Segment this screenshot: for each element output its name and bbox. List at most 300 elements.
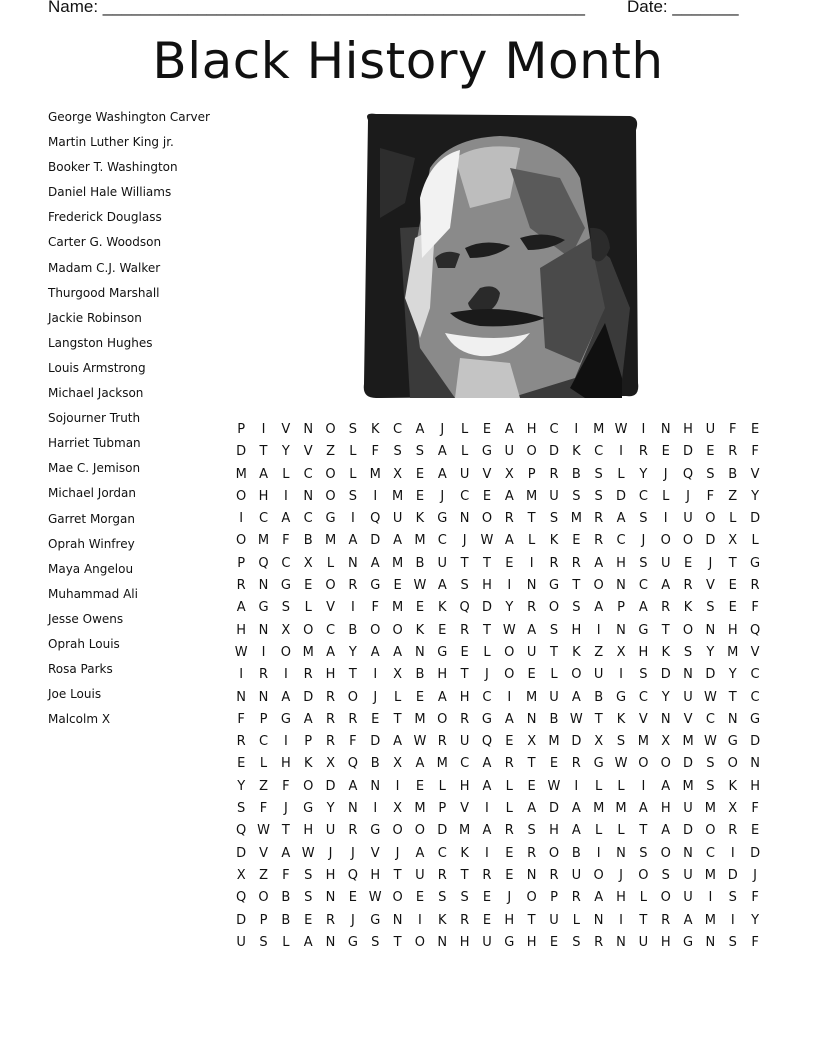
- grid-letter: D: [750, 845, 761, 861]
- grid-letter: V: [705, 578, 715, 594]
- grid-letter: T: [393, 934, 402, 950]
- grid-letter: D: [705, 667, 716, 683]
- grid-letter: S: [728, 890, 737, 906]
- grid-letter: S: [572, 934, 581, 950]
- grid-letter: A: [303, 934, 313, 950]
- grid-letter: O: [325, 578, 336, 594]
- grid-letter: L: [662, 488, 670, 504]
- grid-letter: E: [482, 912, 492, 928]
- grid-letter: J: [328, 845, 333, 861]
- grid-letter: C: [303, 466, 313, 482]
- grid-letter: H: [303, 823, 314, 839]
- grid-letter: Z: [728, 488, 738, 504]
- grid-letter: D: [481, 600, 492, 616]
- grid-letter: B: [594, 689, 604, 705]
- grid-letter: A: [348, 533, 358, 549]
- grid-letter: N: [727, 711, 738, 727]
- grid-letter: E: [482, 890, 492, 906]
- grid-letter: B: [415, 667, 425, 683]
- grid-letter: K: [549, 533, 559, 549]
- grid-letter: E: [505, 867, 514, 883]
- grid-letter: A: [415, 756, 425, 772]
- grid-letter: W: [614, 422, 628, 437]
- grid-letter: N: [750, 756, 760, 772]
- grid-letter: C: [750, 667, 760, 683]
- date-field-label: Date: _______: [627, 0, 739, 16]
- grid-letter: G: [370, 823, 381, 839]
- grid-letter: L: [595, 778, 603, 794]
- grid-letter: N: [526, 578, 537, 594]
- grid-letter: L: [595, 823, 603, 839]
- grid-letter: G: [683, 934, 694, 950]
- grid-letter: A: [661, 578, 671, 594]
- grid-letter: R: [460, 912, 470, 928]
- grid-letter: A: [437, 444, 447, 460]
- grid-letter: W: [614, 756, 628, 772]
- grid-letter: S: [639, 845, 648, 861]
- grid-letter: A: [638, 801, 648, 817]
- grid-letter: L: [617, 466, 625, 482]
- grid-letter: E: [549, 756, 559, 772]
- grid-letter: H: [526, 422, 537, 437]
- grid-letter: T: [550, 644, 558, 660]
- grid-letter: D: [236, 444, 247, 460]
- grid-letter: Y: [751, 488, 760, 504]
- grid-letter: L: [282, 466, 290, 482]
- grid-letter: N: [526, 711, 537, 727]
- grid-letter: O: [370, 622, 381, 638]
- grid-letter: P: [550, 890, 558, 906]
- grid-letter: D: [548, 444, 559, 460]
- grid-letter: A: [504, 488, 514, 504]
- grid-letter: I: [418, 912, 422, 928]
- grid-letter: R: [437, 867, 447, 883]
- grid-letter: D: [548, 801, 559, 817]
- grid-letter: L: [349, 444, 357, 460]
- grid-letter: F: [751, 801, 759, 817]
- grid-row: [230, 799, 766, 821]
- grid-letter: J: [350, 845, 355, 861]
- word-list-item: Carter G. Woodson: [48, 235, 162, 250]
- word-list: [48, 110, 210, 737]
- grid-letter: S: [639, 667, 648, 683]
- grid-letter: L: [505, 778, 513, 794]
- grid-letter: T: [527, 912, 536, 928]
- word-list-item: Madam C.J. Walker: [48, 260, 161, 275]
- grid-letter: I: [239, 667, 244, 683]
- grid-letter: J: [395, 845, 400, 861]
- grid-letter: M: [615, 801, 627, 817]
- grid-letter: S: [549, 511, 559, 527]
- grid-letter: I: [350, 511, 355, 527]
- grid-letter: G: [370, 912, 381, 928]
- grid-letter: O: [660, 845, 671, 861]
- grid-letter: H: [660, 801, 671, 817]
- grid-letter: J: [753, 867, 757, 883]
- grid-letter: N: [705, 934, 716, 950]
- grid-letter: Y: [326, 801, 335, 817]
- grid-letter: O: [481, 511, 493, 527]
- grid-letter: Y: [348, 644, 357, 660]
- grid-letter: Z: [594, 644, 604, 660]
- grid-letter: O: [504, 644, 515, 660]
- grid-letter: A: [281, 845, 291, 861]
- grid-letter: X: [616, 644, 626, 660]
- grid-letter: Q: [347, 867, 358, 883]
- grid-letter: O: [325, 466, 336, 482]
- grid-letter: Z: [326, 444, 335, 460]
- grid-letter: D: [705, 533, 716, 549]
- word-list-item: Malcolm X: [48, 712, 111, 727]
- grid-row: [230, 598, 766, 620]
- word-list-item: Muhammad Ali: [48, 586, 138, 601]
- grid-letter: J: [507, 890, 512, 906]
- grid-letter: X: [728, 533, 738, 549]
- grid-letter: S: [706, 756, 715, 772]
- grid-letter: I: [596, 845, 601, 861]
- grid-letter: I: [641, 778, 646, 794]
- grid-letter: E: [415, 600, 425, 616]
- grid-letter: H: [504, 912, 515, 928]
- grid-letter: M: [414, 533, 426, 549]
- grid-letter: O: [236, 488, 247, 504]
- grid-letter: U: [660, 555, 671, 571]
- grid-letter: I: [574, 778, 579, 794]
- grid-letter: A: [370, 555, 380, 571]
- grid-letter: K: [370, 422, 380, 437]
- grid-letter: G: [370, 578, 381, 594]
- grid-letter: D: [236, 845, 247, 861]
- grid-letter: L: [617, 778, 625, 794]
- grid-letter: A: [616, 511, 626, 527]
- grid-letter: M: [593, 801, 605, 817]
- grid-letter: H: [370, 867, 381, 883]
- grid-letter: B: [281, 912, 291, 928]
- grid-letter: C: [460, 756, 470, 772]
- grid-letter: C: [258, 734, 269, 750]
- grid-letter: F: [259, 801, 268, 817]
- grid-letter: L: [393, 689, 402, 705]
- grid-letter: S: [281, 600, 290, 616]
- grid-row: [230, 554, 766, 576]
- grid-letter: N: [616, 845, 626, 861]
- grid-letter: M: [257, 533, 270, 549]
- grid-letter: S: [371, 934, 380, 950]
- grid-letter: C: [281, 555, 291, 571]
- grid-row: [230, 531, 766, 553]
- grid-row: [230, 465, 766, 487]
- grid-letter: U: [526, 644, 537, 660]
- grid-letter: R: [728, 823, 738, 839]
- grid-letter: T: [639, 823, 648, 839]
- grid-letter: A: [437, 578, 447, 594]
- grid-letter: G: [548, 578, 560, 594]
- grid-letter: R: [750, 578, 760, 594]
- grid-letter: E: [683, 555, 693, 571]
- grid-row: [230, 420, 766, 442]
- grid-letter: B: [728, 466, 738, 482]
- grid-letter: J: [440, 488, 445, 504]
- grid-letter: M: [369, 466, 381, 482]
- grid-letter: R: [571, 555, 581, 571]
- grid-letter: W: [234, 644, 248, 660]
- grid-letter: M: [548, 734, 560, 750]
- grid-letter: E: [304, 912, 313, 928]
- grid-letter: P: [237, 555, 246, 571]
- grid-row: [230, 643, 766, 665]
- grid-letter: T: [527, 756, 536, 772]
- grid-letter: O: [548, 845, 560, 861]
- grid-letter: E: [415, 778, 425, 794]
- grid-letter: O: [526, 444, 537, 460]
- grid-letter: D: [750, 511, 761, 527]
- grid-letter: G: [303, 801, 314, 817]
- grid-letter: V: [750, 644, 760, 660]
- grid-letter: U: [683, 801, 693, 817]
- grid-letter: T: [460, 667, 469, 683]
- grid-letter: K: [303, 756, 313, 772]
- grid-letter: A: [482, 756, 492, 772]
- grid-letter: O: [414, 934, 426, 950]
- grid-letter: R: [683, 578, 693, 594]
- grid-letter: L: [259, 756, 268, 772]
- grid-row: [230, 665, 766, 687]
- grid-letter: G: [727, 734, 738, 750]
- grid-letter: N: [370, 778, 381, 794]
- grid-letter: O: [258, 890, 269, 906]
- grid-row: [230, 509, 766, 531]
- grid-letter: O: [526, 890, 537, 906]
- grid-letter: G: [280, 578, 291, 594]
- grid-letter: C: [549, 422, 559, 437]
- grid-letter: H: [571, 622, 582, 638]
- grid-letter: D: [303, 689, 314, 705]
- grid-letter: T: [482, 555, 491, 571]
- grid-letter: I: [529, 555, 534, 571]
- grid-letter: E: [415, 890, 425, 906]
- grid-letter: J: [283, 801, 288, 817]
- grid-letter: Y: [728, 667, 737, 683]
- grid-letter: P: [304, 734, 313, 750]
- grid-letter: Y: [505, 600, 514, 616]
- grid-letter: R: [326, 689, 336, 705]
- grid-letter: J: [641, 533, 646, 549]
- grid-letter: O: [660, 533, 671, 549]
- grid-letter: E: [505, 734, 514, 750]
- grid-letter: F: [751, 444, 759, 460]
- grid-letter: Z: [259, 778, 268, 794]
- grid-letter: O: [705, 511, 716, 527]
- grid-letter: C: [638, 488, 648, 504]
- grid-letter: B: [549, 711, 559, 727]
- grid-letter: V: [750, 466, 760, 482]
- grid-letter: G: [258, 600, 269, 616]
- grid-letter: G: [347, 934, 358, 950]
- grid-letter: L: [349, 466, 357, 482]
- grid-letter: B: [370, 756, 380, 772]
- grid-letter: P: [237, 422, 246, 437]
- grid-letter: H: [325, 867, 336, 883]
- grid-letter: I: [261, 644, 266, 660]
- grid-letter: J: [485, 667, 489, 683]
- grid-letter: I: [350, 600, 355, 616]
- word-list-item: Garret Morgan: [48, 511, 135, 526]
- grid-letter: Z: [259, 867, 268, 883]
- grid-letter: O: [548, 600, 560, 616]
- grid-letter: W: [413, 734, 427, 750]
- portrait-image: [360, 108, 642, 400]
- grid-letter: A: [281, 689, 291, 705]
- grid-letter: L: [617, 823, 625, 839]
- grid-letter: X: [393, 466, 403, 482]
- grid-letter: I: [663, 511, 668, 527]
- grid-letter: A: [594, 555, 604, 571]
- grid-letter: N: [660, 711, 671, 727]
- grid-letter: O: [236, 533, 247, 549]
- grid-letter: I: [507, 689, 512, 705]
- grid-letter: N: [705, 622, 716, 638]
- grid-letter: S: [259, 934, 268, 950]
- grid-letter: N: [459, 511, 470, 527]
- grid-letter: D: [437, 823, 448, 839]
- word-list-item: Langston Hughes: [48, 335, 153, 350]
- grid-letter: R: [504, 511, 514, 527]
- grid-letter: V: [460, 801, 470, 817]
- grid-letter: M: [637, 734, 649, 750]
- grid-letter: C: [437, 533, 447, 549]
- grid-letter: I: [619, 667, 623, 683]
- grid-letter: L: [326, 555, 335, 571]
- grid-letter: A: [393, 533, 403, 549]
- grid-letter: N: [258, 622, 269, 638]
- grid-letter: B: [303, 533, 313, 549]
- grid-letter: R: [594, 511, 604, 527]
- grid-letter: I: [373, 801, 378, 817]
- grid-row: [230, 933, 766, 955]
- grid-letter: H: [727, 622, 738, 638]
- grid-letter: C: [638, 578, 648, 594]
- grid-letter: P: [527, 466, 536, 482]
- grid-letter: D: [683, 444, 694, 460]
- grid-letter: J: [462, 533, 467, 549]
- grid-letter: U: [325, 823, 336, 839]
- grid-letter: H: [616, 555, 626, 571]
- grid-letter: T: [661, 622, 670, 638]
- grid-letter: C: [393, 422, 403, 437]
- grid-letter: O: [660, 756, 671, 772]
- word-list-item: Michael Jackson: [48, 386, 144, 401]
- grid-letter: S: [237, 801, 246, 817]
- grid-letter: S: [594, 488, 603, 504]
- grid-letter: N: [325, 934, 336, 950]
- grid-letter: O: [325, 488, 336, 504]
- grid-letter: I: [261, 422, 266, 437]
- word-list-item: Joe Louis: [48, 687, 102, 702]
- grid-letter: R: [594, 934, 604, 950]
- grid-letter: H: [616, 890, 626, 906]
- grid-letter: L: [528, 533, 536, 549]
- grid-letter: E: [482, 422, 492, 437]
- grid-letter: L: [438, 778, 446, 794]
- grid-letter: N: [616, 934, 626, 950]
- grid-letter: I: [619, 444, 623, 460]
- grid-letter: C: [705, 711, 715, 727]
- grid-letter: X: [236, 867, 246, 883]
- grid-letter: E: [348, 890, 357, 906]
- grid-letter: X: [527, 734, 537, 750]
- grid-letter: E: [415, 488, 425, 504]
- grid-letter: A: [482, 823, 492, 839]
- grid-letter: C: [303, 511, 313, 527]
- grid-letter: S: [460, 578, 469, 594]
- grid-letter: G: [481, 444, 492, 460]
- grid-letter: T: [281, 823, 290, 839]
- grid-letter: V: [303, 444, 313, 460]
- grid-letter: M: [436, 756, 448, 772]
- grid-letter: Q: [459, 600, 470, 616]
- grid-letter: A: [504, 422, 514, 437]
- grid-letter: S: [304, 867, 313, 883]
- grid-letter: W: [703, 734, 717, 750]
- grid-letter: O: [392, 890, 403, 906]
- name-field-label: Name: ___________________________________________________: [48, 0, 585, 16]
- grid-letter: H: [750, 778, 760, 794]
- grid-letter: T: [460, 867, 469, 883]
- grid-letter: I: [574, 422, 579, 437]
- grid-letter: N: [593, 912, 604, 928]
- grid-letter: K: [728, 778, 737, 794]
- grid-letter: R: [326, 711, 336, 727]
- grid-letter: V: [638, 711, 648, 727]
- grid-letter: S: [706, 466, 715, 482]
- grid-letter: R: [348, 578, 358, 594]
- grid-letter: U: [705, 422, 716, 437]
- grid-letter: P: [259, 912, 268, 928]
- word-list-item: Louis Armstrong: [48, 360, 146, 375]
- page-title: Black History Month: [152, 32, 664, 90]
- grid-letter: U: [571, 867, 582, 883]
- grid-letter: E: [728, 600, 737, 616]
- grid-letter: S: [572, 488, 581, 504]
- grid-letter: N: [526, 867, 537, 883]
- grid-letter: R: [549, 555, 559, 571]
- grid-letter: R: [303, 667, 313, 683]
- grid-letter: R: [661, 600, 671, 616]
- grid-letter: R: [460, 622, 470, 638]
- grid-letter: R: [571, 756, 581, 772]
- grid-letter: R: [326, 912, 336, 928]
- grid-letter: O: [727, 756, 738, 772]
- grid-letter: K: [460, 845, 469, 861]
- grid-letter: V: [259, 845, 268, 861]
- grid-letter: W: [569, 711, 583, 727]
- grid-letter: R: [638, 444, 648, 460]
- grid-letter: U: [437, 555, 448, 571]
- grid-letter: F: [751, 934, 759, 950]
- grid-letter: C: [482, 689, 492, 705]
- grid-letter: E: [393, 578, 402, 594]
- grid-letter: R: [236, 578, 246, 594]
- grid-letter: T: [639, 912, 648, 928]
- grid-letter: S: [348, 488, 358, 504]
- word-list-item: Oprah Winfrey: [48, 536, 135, 551]
- grid-letter: D: [571, 734, 582, 750]
- grid-row: [230, 621, 766, 643]
- grid-letter: A: [393, 734, 403, 750]
- word-list-item: Jesse Owens: [48, 611, 124, 626]
- grid-letter: T: [393, 711, 402, 727]
- grid-row: [230, 710, 766, 732]
